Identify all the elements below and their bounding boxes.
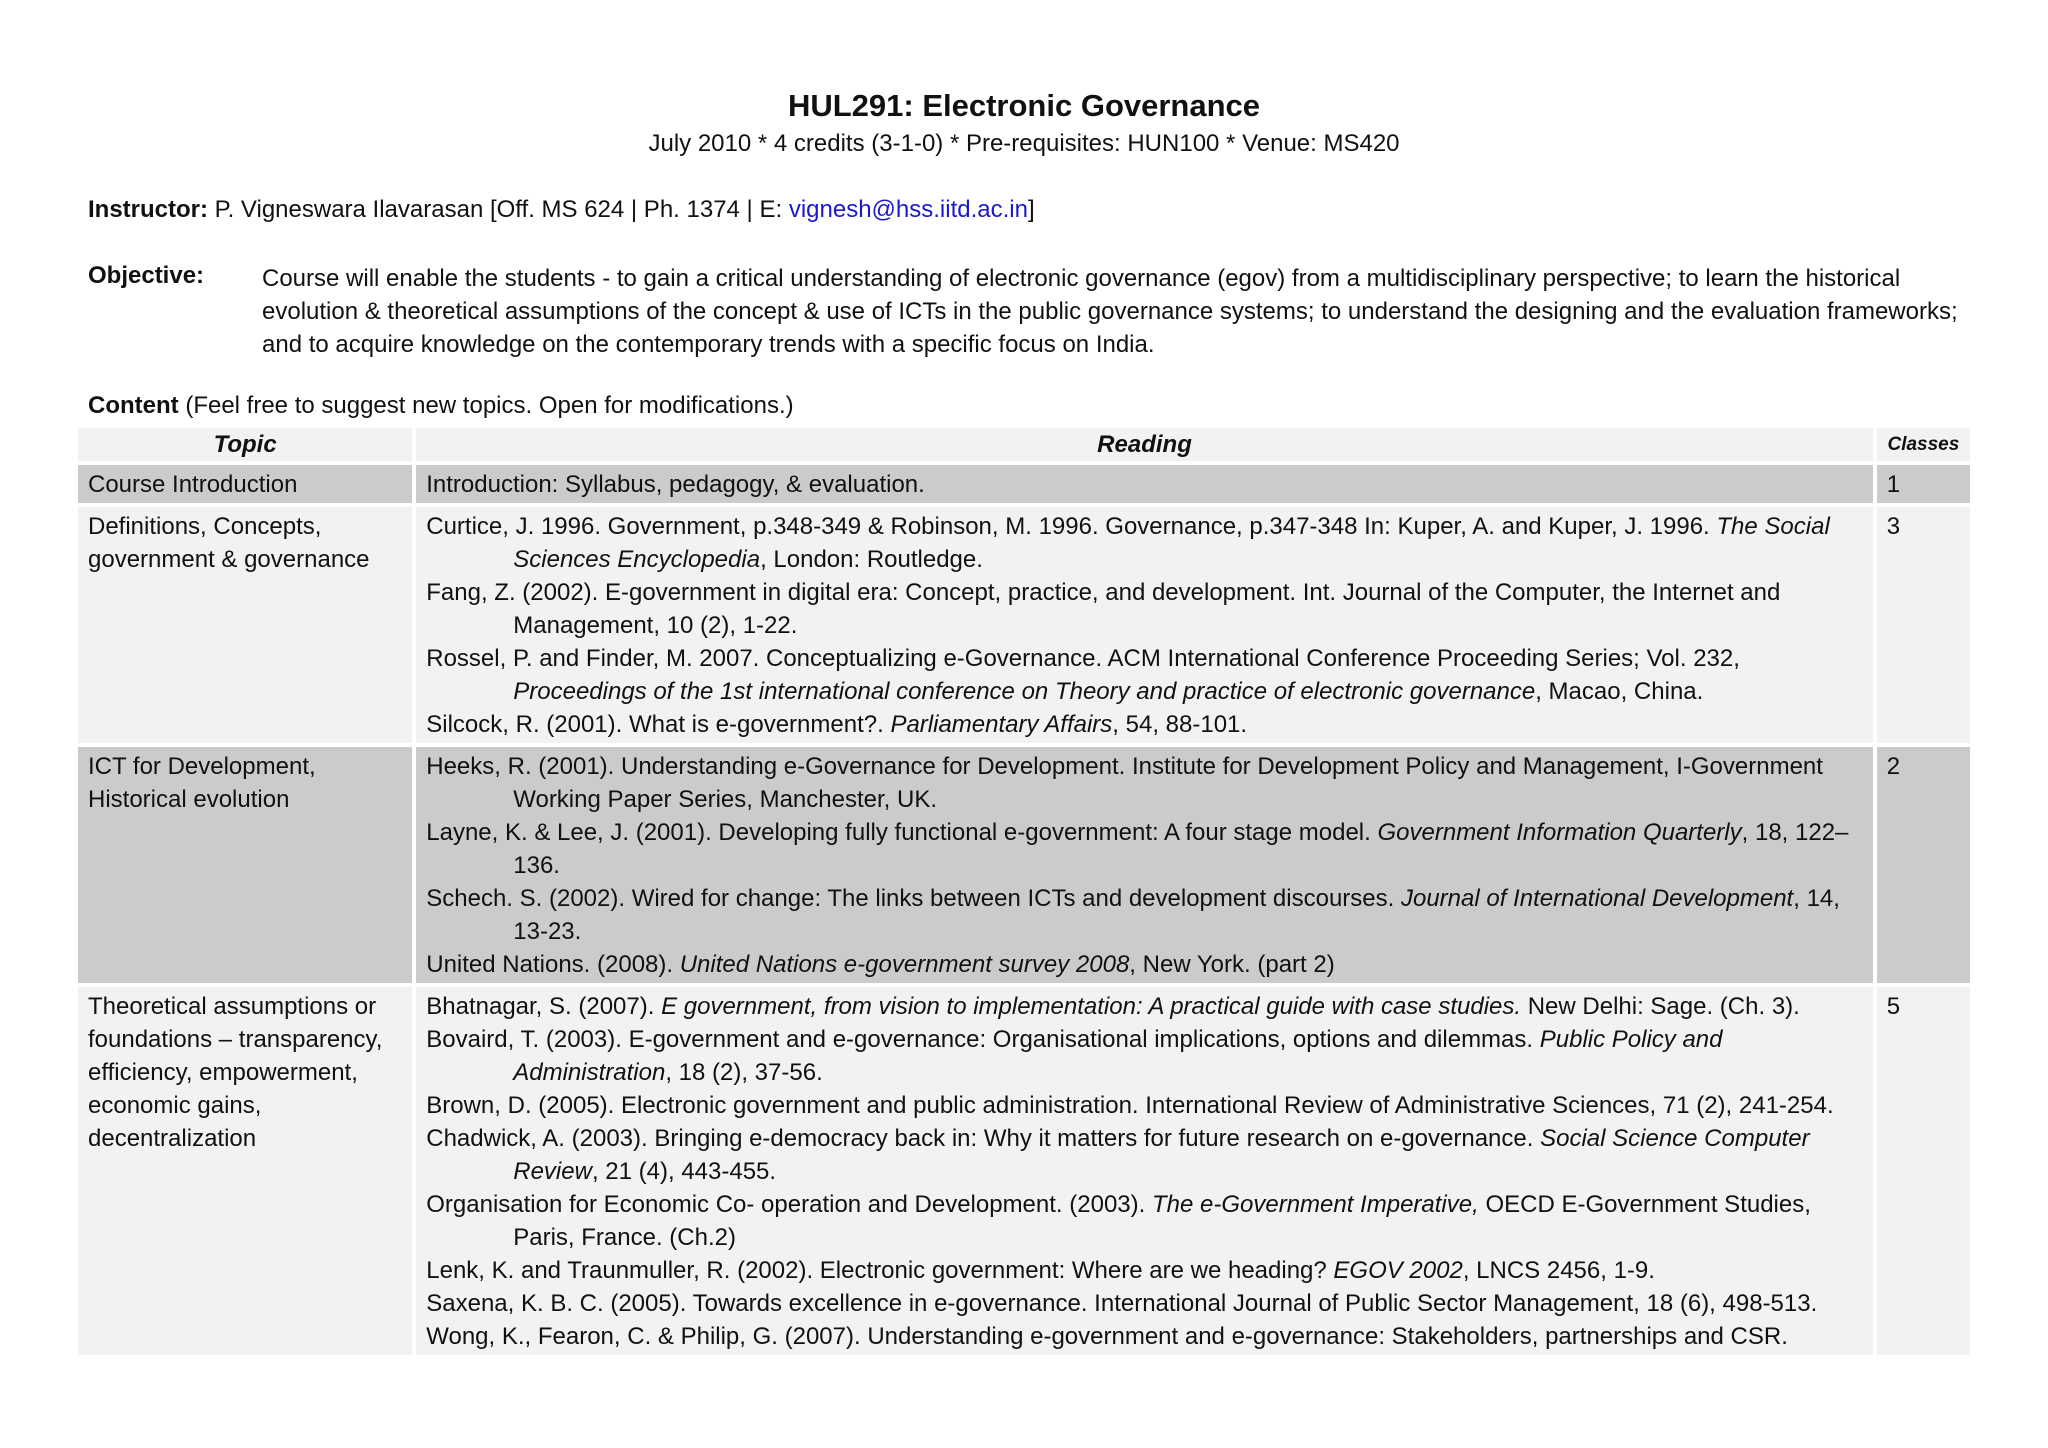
reading-reference [426,990,1863,1023]
reference-text-part: Schech. S. (2002). Wired for change: The links between ICTs and development discourses. [426,885,1401,912]
reference-text-part: Lenk, K. and Traunmuller, R. (2002). Electronic government: Where are we heading? [426,1257,1334,1284]
reference-text-part: Silcock, R. (2001). What is e-government?. [426,711,891,738]
reference-italic-part: Government Information Quarterly [1377,819,1742,846]
reference-text-part: , New York. (part 2) [1129,951,1335,978]
instructor-line [88,196,1035,224]
reference-text-part: , 54, 88-101. [1112,711,1248,738]
course-title: HUL291: Electronic Governance [787,88,1261,123]
reading-cell [416,465,1873,503]
reference-text-part: Wong, K., Fearon, C. & Philip, G. (2007). Understanding e-government and e-governance: Stakeholders, partnerships and CSR. [426,1323,1788,1350]
reading-reference [426,1287,1863,1320]
topic-cell: Course Introduction [78,465,412,503]
reference-text-part: Chadwick, A. (2003). Bringing e-democracy back in: Why it matters for future research on e-governance. [426,1125,1541,1152]
reference-text-part: Brown, D. (2005). Electronic government and public administration. International Review of Administrative Sciences, 71 (2), 241-254. [426,1092,1834,1119]
reference-text-part: Bhatnagar, S. (2007). [426,993,662,1020]
reference-text-part: New Delhi: Sage. (Ch. 3). [1521,993,1800,1020]
reference-text-part: Introduction: Syllabus, pedagogy, & evaluation. [426,471,925,498]
reading-reference [426,948,1863,981]
table-header-row [78,428,1970,461]
table-body [78,465,1970,1355]
classes-cell: 5 [1877,987,1970,1355]
reading-reference [426,882,1863,948]
reference-italic-part: The Social Sciences Encyclopedia [513,513,1830,573]
instructor-label: Instructor: [88,196,208,223]
reading-reference [426,750,1863,816]
reading-reference [426,1089,1863,1122]
reading-reference [426,816,1863,882]
reference-italic-part: Social Science Computer Review [513,1125,1810,1185]
reading-reference [426,1254,1863,1287]
table-row [78,987,1970,1355]
reference-italic-part: Proceedings of the 1st international conference on Theory and practice of electronic governance [513,678,1536,705]
reference-italic-part: EGOV 2002 [1333,1257,1463,1284]
reference-text-part: United Nations. (2008). [426,951,680,978]
content-note: (Feel free to suggest new topics. Open for modifications.) [178,392,794,419]
header-reading: Reading [416,428,1873,461]
reference-text-part: , 14, 13-23. [513,885,1840,945]
reference-text-part: Layne, K. & Lee, J. (2001). Developing fully functional e-government: A four stage model. [426,819,1378,846]
reference-text-part: Fang, Z. (2002). E-government in digital era: Concept, practice, and development. Int. Journal of the Computer, the Internet and Management, 10 (2), 1-22. [426,579,1781,639]
reading-cell [416,507,1873,743]
reference-text-part: , Macao, China. [1535,678,1704,705]
reference-italic-part: United Nations e-government survey 2008 [679,951,1130,978]
reference-text-part: OECD E-Government Studies, Paris, France. (Ch.2) [513,1191,1811,1251]
reading-reference [426,642,1863,708]
header-topic: Topic [78,428,412,461]
reference-text-part: , 18, 122–136. [513,819,1849,879]
objective-text: Course will enable the students - to gain a critical understanding of electronic governance (egov) from a multidisciplinary perspective; to learn the historical evolution & theoretical assumptions of the concept & use of ICTs in the public governance systems; to understand the designing and the evaluation frameworks; and to acquire knowledge on the contemporary trends with a specific focus on India. [262,265,1958,358]
content-heading [88,392,794,420]
reference-text-part: Saxena, K. B. C. (2005). Towards excellence in e-governance. International Journal of Public Sector Management, 18 (6), 498-513. [426,1290,1818,1317]
table-row [78,507,1970,743]
topic-cell: Theoretical assumptions or foundations – transparency, efficiency, empowerment, economic gains, decentralization [78,987,412,1355]
reference-text-part: , 21 (4), 443-455. [591,1158,777,1185]
reference-text-part: , 18 (2), 37-56. [665,1059,823,1086]
reading-reference [426,708,1863,741]
table-row [78,747,1970,983]
reading-cell [416,987,1873,1355]
instructor-email-link[interactable]: vignesh@hss.iitd.ac.in [788,196,1028,223]
reading-reference [426,468,1863,501]
classes-cell: 2 [1877,747,1970,983]
objective-label: Objective: [88,262,205,289]
reference-text-part: Heeks, R. (2001). Understanding e-Governance for Development. Institute for Development Policy and Management, I-Government Working Paper Series, Manchester, UK. [426,753,1823,813]
reading-reference [426,576,1863,642]
header-classes: Classes [1877,428,1970,461]
reading-reference [426,1023,1863,1089]
reading-reference [426,1122,1863,1188]
instructor-close: ] [1027,196,1035,223]
reference-text-part: Bovaird, T. (2003). E-government and e-governance: Organisational implications, options and dilemmas. [426,1026,1540,1053]
reading-cell [416,747,1873,983]
reading-reference [426,510,1863,576]
instructor-details: P. Vigneswara Ilavarasan [Off. MS 624 | Ph. 1374 | E: [208,196,789,223]
classes-cell: 3 [1877,507,1970,743]
topic-cell: ICT for Development, Historical evolution [78,747,412,983]
reference-text-part: Curtice, J. 1996. Government, p.348-349 & Robinson, M. 1996. Governance, p.347-348 In: Kuper, A. and Kuper, J. 1996. [426,513,1717,540]
reference-italic-part: E government, from vision to implementation: A practical guide with case studies. [661,993,1522,1020]
reference-text-part: Organisation for Economic Co- operation and Development. (2003). [426,1191,1152,1218]
table-row [78,465,1970,503]
reference-italic-part: Public Policy and Administration [513,1026,1723,1086]
course-subtitle: July 2010 * 4 credits (3-1-0) * Pre-requisites: HUN100 * Venue: MS420 [648,130,1400,157]
reference-italic-part: Journal of International Development [1400,885,1794,912]
reference-text-part: Rossel, P. and Finder, M. 2007. Conceptualizing e-Governance. ACM International Conference Proceeding Series; Vol. 232, [426,645,1740,672]
syllabus-table [74,424,1974,1359]
reference-text-part: , London: Routledge. [760,546,983,573]
reading-reference [426,1320,1863,1353]
topic-cell: Definitions, Concepts, government & governance [78,507,412,743]
reference-text-part: , LNCS 2456, 1-9. [1462,1257,1655,1284]
classes-cell: 1 [1877,465,1970,503]
reading-reference [426,1188,1863,1254]
reference-italic-part: The e-Government Imperative, [1151,1191,1479,1218]
content-label: Content [88,392,179,419]
reference-italic-part: Parliamentary Affairs [890,711,1113,738]
